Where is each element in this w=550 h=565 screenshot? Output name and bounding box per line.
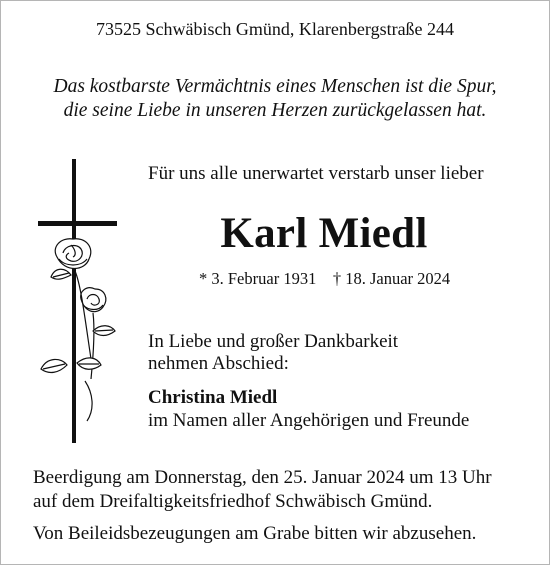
birth-date: * 3. Februar 1931 [199, 269, 317, 288]
mourning-text [148, 331, 398, 375]
signer-name: Christina Miedl [148, 387, 278, 408]
funeral-details [33, 466, 492, 514]
memorial-quote [1, 75, 549, 123]
death-date: † 18. Januar 2024 [332, 269, 451, 288]
funeral-line-2: auf dem Dreifaltigkeitsfriedhof Schwäbisch Gmünd. [33, 491, 433, 512]
address: 73525 Schwäbisch Gmünd, Klarenbergstraße 244 [95, 19, 455, 39]
rose-icon [41, 239, 115, 421]
mourning-line-1: In Liebe und großer Dankbarkeit [148, 331, 399, 352]
life-dates [199, 269, 450, 289]
cross-with-roses-icon [35, 159, 125, 445]
quote-line-2: die seine Liebe in unseren Herzen zurückgelassen hat. [63, 100, 487, 121]
deceased-name: Karl Miedl [220, 210, 428, 257]
condolence-note: Von Beileidsbezeugungen am Grabe bitten wir abzusehen. [33, 523, 477, 544]
intro-text: Für uns alle unerwartet verstarb unser lieber [148, 163, 484, 184]
funeral-line-1: Beerdigung am Donnerstag, den 25. Januar 2024 um 13 Uhr [33, 467, 492, 488]
mourning-line-2: nehmen Abschied: [148, 353, 289, 374]
signer-note: im Namen aller Angehörigen und Freunde [148, 410, 470, 431]
quote-line-1: Das kostbarste Vermächtnis eines Menschen ist die Spur, [53, 76, 497, 97]
